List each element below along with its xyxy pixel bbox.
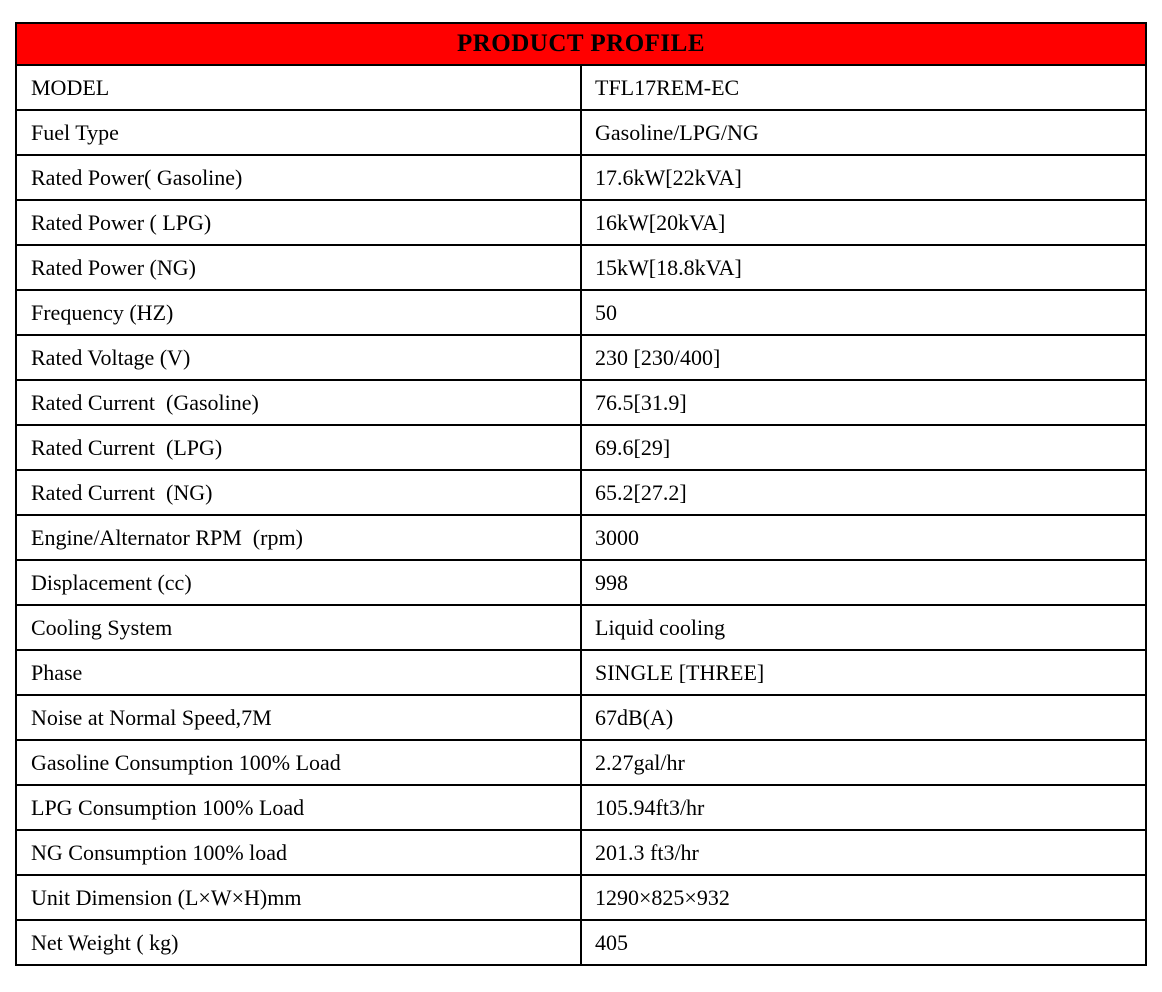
- table-row: [16, 605, 1146, 650]
- title-row: [16, 23, 1146, 65]
- spec-value: SINGLE [THREE]: [581, 650, 1146, 695]
- table-row: [16, 470, 1146, 515]
- spec-label: Unit Dimension (L×W×H)mm: [16, 875, 581, 920]
- spec-label: Rated Power (NG): [16, 245, 581, 290]
- spec-label: NG Consumption 100% load: [16, 830, 581, 875]
- spec-value: 67dB(A): [581, 695, 1146, 740]
- table-row: [16, 155, 1146, 200]
- table-row: [16, 65, 1146, 110]
- table-row: [16, 560, 1146, 605]
- spec-value: 76.5[31.9]: [581, 380, 1146, 425]
- table-row: [16, 245, 1146, 290]
- spec-value: 3000: [581, 515, 1146, 560]
- spec-value: 17.6kW[22kVA]: [581, 155, 1146, 200]
- table-row: [16, 380, 1146, 425]
- spec-label: Fuel Type: [16, 110, 581, 155]
- spec-label: Rated Power( Gasoline): [16, 155, 581, 200]
- table-row: [16, 515, 1146, 560]
- spec-value: 16kW[20kVA]: [581, 200, 1146, 245]
- table-row: [16, 200, 1146, 245]
- spec-value: TFL17REM-EC: [581, 65, 1146, 110]
- table-row: [16, 740, 1146, 785]
- spec-value: Liquid cooling: [581, 605, 1146, 650]
- table-row: [16, 695, 1146, 740]
- spec-label: Gasoline Consumption 100% Load: [16, 740, 581, 785]
- spec-label: Rated Current (LPG): [16, 425, 581, 470]
- spec-value: 105.94ft3/hr: [581, 785, 1146, 830]
- spec-label: Rated Power ( LPG): [16, 200, 581, 245]
- table-row: [16, 830, 1146, 875]
- spec-value: Gasoline/LPG/NG: [581, 110, 1146, 155]
- table-row: [16, 335, 1146, 380]
- spec-value: 1290×825×932: [581, 875, 1146, 920]
- spec-value: 230 [230/400]: [581, 335, 1146, 380]
- spec-value: 201.3 ft3/hr: [581, 830, 1146, 875]
- spec-value: 69.6[29]: [581, 425, 1146, 470]
- spec-label: LPG Consumption 100% Load: [16, 785, 581, 830]
- spec-value: 405: [581, 920, 1146, 965]
- spec-label: Engine/Alternator RPM (rpm): [16, 515, 581, 560]
- table-body: [16, 65, 1146, 965]
- spec-label: Noise at Normal Speed,7M: [16, 695, 581, 740]
- table-row: [16, 785, 1146, 830]
- spec-label: Net Weight ( kg): [16, 920, 581, 965]
- spec-value: 15kW[18.8kVA]: [581, 245, 1146, 290]
- spec-label: Rated Voltage (V): [16, 335, 581, 380]
- table-row: [16, 425, 1146, 470]
- table-row: [16, 650, 1146, 695]
- table-row: [16, 875, 1146, 920]
- table-header: [16, 23, 1146, 65]
- spec-label: Displacement (cc): [16, 560, 581, 605]
- table-row: [16, 920, 1146, 965]
- spec-label: Phase: [16, 650, 581, 695]
- spec-label: Rated Current (Gasoline): [16, 380, 581, 425]
- spec-value: 2.27gal/hr: [581, 740, 1146, 785]
- product-profile-table: [15, 22, 1147, 966]
- table-title: PRODUCT PROFILE: [16, 23, 1146, 65]
- spec-value: 65.2[27.2]: [581, 470, 1146, 515]
- table-row: [16, 290, 1146, 335]
- spec-value: 998: [581, 560, 1146, 605]
- table-row: [16, 110, 1146, 155]
- spec-label: Cooling System: [16, 605, 581, 650]
- spec-label: Frequency (HZ): [16, 290, 581, 335]
- spec-value: 50: [581, 290, 1146, 335]
- spec-label: MODEL: [16, 65, 581, 110]
- spec-label: Rated Current (NG): [16, 470, 581, 515]
